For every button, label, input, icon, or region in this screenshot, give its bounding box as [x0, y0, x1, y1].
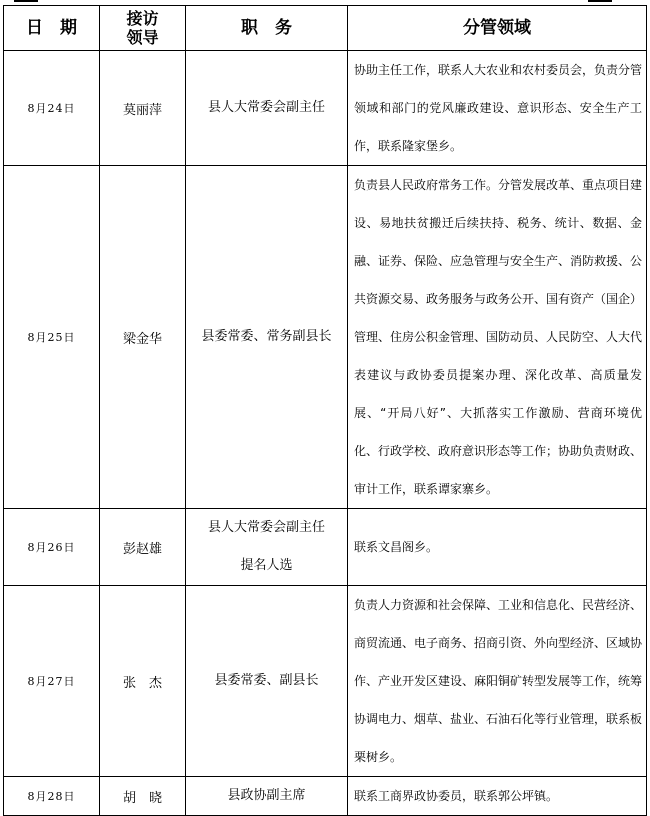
row-leader-name: 胡 晓: [100, 777, 186, 816]
row-date: 8月27日: [4, 586, 100, 777]
row-position: 县人大常委会副主任 提名人选: [186, 509, 348, 586]
table-row: [4, 509, 647, 586]
row-duties: 负责县人民政府常务工作。分管发展改革、重点项目建设、易地扶贫搬迁后续扶持、税务、统计、数据、金融、证券、保险、应急管理与安全生产、消防救援、公共资源交易、政务服务与政务公开、国有资产（国企）管理、住房公积金管理、国防动员、人民防空、人大代表建议与政协委员提案办理、深化改革、高质量发展、“开局八好”、大抓落实工作激励、营商环境优化、行政学校、政府意识形态等工作；协助负责财政、审计工作，联系谭家寨乡。: [348, 166, 647, 509]
row-duties: 联系工商界政协委员，联系郭公坪镇。: [348, 777, 647, 816]
row-duties: 协助主任工作，联系人大农业和农村委员会，负责分管领域和部门的党风廉政建设、意识形态、安全生产工作，联系隆家堡乡。: [348, 51, 647, 166]
row-date: 8月26日: [4, 509, 100, 586]
row-position: 县政协副主席: [186, 777, 348, 816]
row-leader-name: 莫丽萍: [100, 51, 186, 166]
header-date: 日 期: [4, 6, 100, 51]
header-duties: 分管领域: [348, 6, 647, 51]
table-row: [4, 777, 647, 816]
row-position: 县委常委、常务副县长: [186, 166, 348, 509]
row-leader-name: 彭赵雄: [100, 509, 186, 586]
row-position: 县委常委、副县长: [186, 586, 348, 777]
reception-schedule-table: [3, 5, 647, 816]
row-position: 县人大常委会副主任: [186, 51, 348, 166]
table-row: [4, 51, 647, 166]
row-date: 8月28日: [4, 777, 100, 816]
top-right-rule: [588, 0, 612, 2]
row-date: 8月24日: [4, 51, 100, 166]
row-duties: 负责人力资源和社会保障、工业和信息化、民营经济、商贸流通、电子商务、招商引资、外向型经济、区域协作、产业开发区建设、麻阳铜矿转型发展等工作，统筹协调电力、烟草、盐业、石油石化等行业管理，联系板栗树乡。: [348, 586, 647, 777]
table-row: [4, 586, 647, 777]
row-leader-name: 张 杰: [100, 586, 186, 777]
row-date: 8月25日: [4, 166, 100, 509]
row-leader-name: 梁金华: [100, 166, 186, 509]
header-leader: 接访 领导: [100, 6, 186, 51]
header-row: [4, 6, 647, 51]
table-row: [4, 166, 647, 509]
top-left-rule: [14, 0, 38, 2]
row-duties: 联系文昌阁乡。: [348, 509, 647, 586]
header-position: 职 务: [186, 6, 348, 51]
